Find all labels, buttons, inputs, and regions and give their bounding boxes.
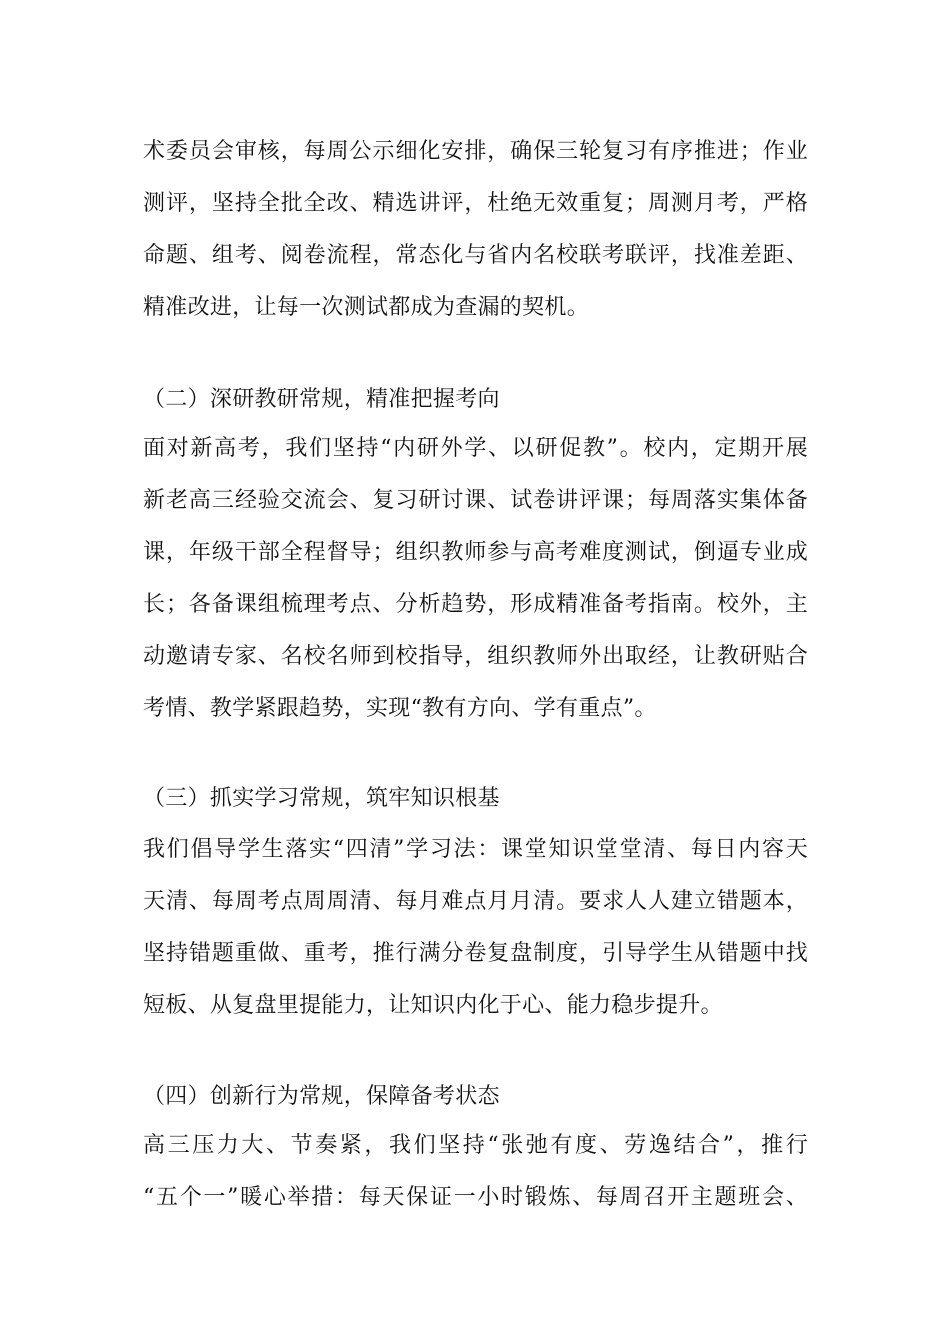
- text-line: 术委员会审核，每周公示细化安排，确保三轮复习有序推进；作业: [143, 139, 808, 164]
- section-2-heading: （二）深研教研常规，精准把握考向: [143, 387, 500, 412]
- text-line: 测评，坚持全批全改、精选讲评，杜绝无效重复；周测月考，严格: [143, 191, 808, 216]
- text-line: 命题、组考、阅卷流程，常态化与省内名校联考联评，找准差距、: [143, 243, 808, 268]
- text-line: 动邀请专家、名校名师到校指导，组织教师外出取经，让教研贴合: [143, 644, 808, 669]
- text-line: 新老高三经验交流会、复习研讨课、试卷讲评课；每周落实集体备: [143, 488, 808, 513]
- section-2-body: [143, 423, 808, 735]
- text-line: 天清、每周考点周周清、每月难点月月清。要求人人建立错题本，: [143, 889, 808, 914]
- text-line: 短板、从复盘里提能力，让知识内化于心、能力稳步提升。: [143, 993, 723, 1018]
- text-line: 我们倡导学生落实“四清”学习法：课堂知识堂堂清、每日内容天: [143, 837, 808, 862]
- text-line: 课，年级干部全程督导；组织教师参与高考难度测试，倒逼专业成: [143, 540, 808, 565]
- section-4-heading: （四）创新行为常规，保障备考状态: [143, 1084, 500, 1109]
- text-line: 考情、教学紧跟趋势，实现“教有方向、学有重点”。: [143, 696, 657, 721]
- section-4-body: [143, 1120, 808, 1224]
- text-line: 高三压力大、节奏紧，我们坚持“张弛有度、劳逸结合”，推行: [143, 1133, 808, 1158]
- text-line: 长；各备课组梳理考点、分析趋势，形成精准备考指南。校外，主: [143, 592, 808, 617]
- section-3-heading: （三）抓实学习常规，筑牢知识根基: [143, 786, 500, 811]
- text-line: 面对新高考，我们坚持“内研外学、以研促教”。校内，定期开展: [143, 436, 808, 461]
- text-line: 精准改进，让每一次测试都成为查漏的契机。: [143, 295, 590, 320]
- text-line: 坚持错题重做、重考，推行满分卷复盘制度，引导学生从错题中找: [143, 941, 808, 966]
- section-3-body: [143, 824, 808, 1032]
- paragraph-1: [143, 126, 808, 334]
- text-line: “五个一”暖心举措：每天保证一小时锻炼、每周召开主题班会、: [143, 1185, 808, 1210]
